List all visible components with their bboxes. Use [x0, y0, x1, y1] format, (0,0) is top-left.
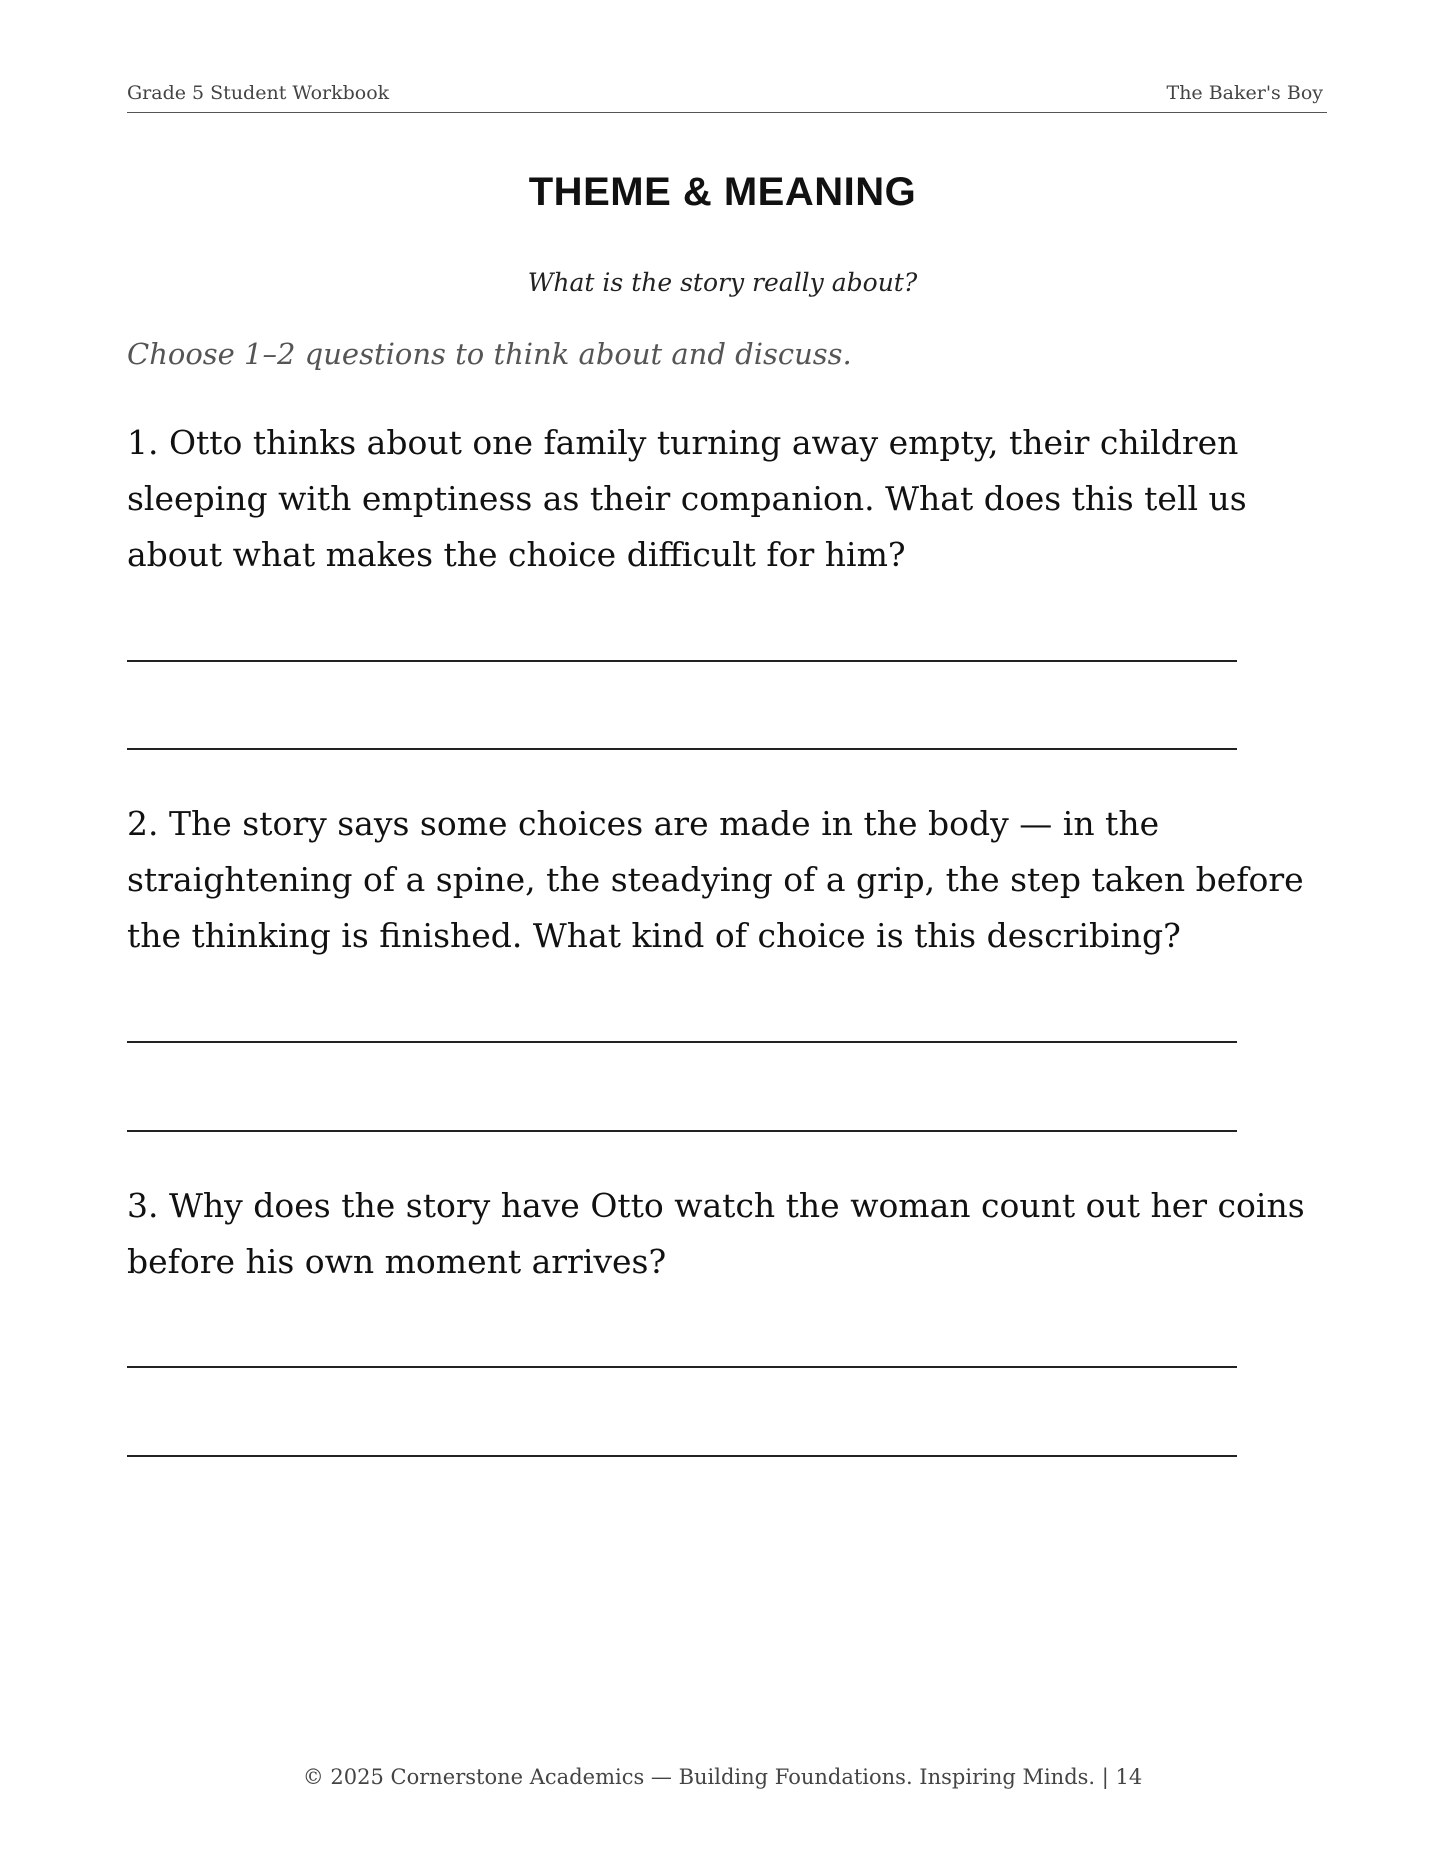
- page-header: [127, 82, 1327, 113]
- question-1: 1. Otto thinks about one family turning away empty, their children sleeping with emptiness as their companion. What does this tell us about what makes the choice difficult for him?: [127, 423, 1247, 574]
- workbook-label: Grade 5 Student Workbook: [127, 82, 390, 104]
- answer-line-3b[interactable]: [127, 1455, 1237, 1457]
- story-title-label: The Baker's Boy: [1166, 82, 1323, 104]
- question-3: 3. Why does the story have Otto watch the woman count out her coins before his own moment arrives?: [127, 1186, 1305, 1281]
- answer-line-2b[interactable]: [127, 1130, 1237, 1132]
- answer-line-1b[interactable]: [127, 748, 1237, 750]
- page-subtitle: What is the story really about?: [527, 268, 918, 297]
- answer-line-1a[interactable]: [127, 660, 1237, 662]
- instructions: Choose 1–2 questions to think about and discuss.: [127, 337, 852, 371]
- question-2: 2. The story says some choices are made in the body — in the straightening of a spine, the steadying of a grip, the step taken before the thinking is finished. What kind of choice is this describing?: [127, 804, 1304, 955]
- page-footer: © 2025 Cornerstone Academics — Building Foundations. Inspiring Minds. | 14: [302, 1765, 1143, 1789]
- answer-line-3a[interactable]: [127, 1366, 1237, 1368]
- page-title: THEME & MEANING: [528, 170, 917, 214]
- answer-line-2a[interactable]: [127, 1041, 1237, 1043]
